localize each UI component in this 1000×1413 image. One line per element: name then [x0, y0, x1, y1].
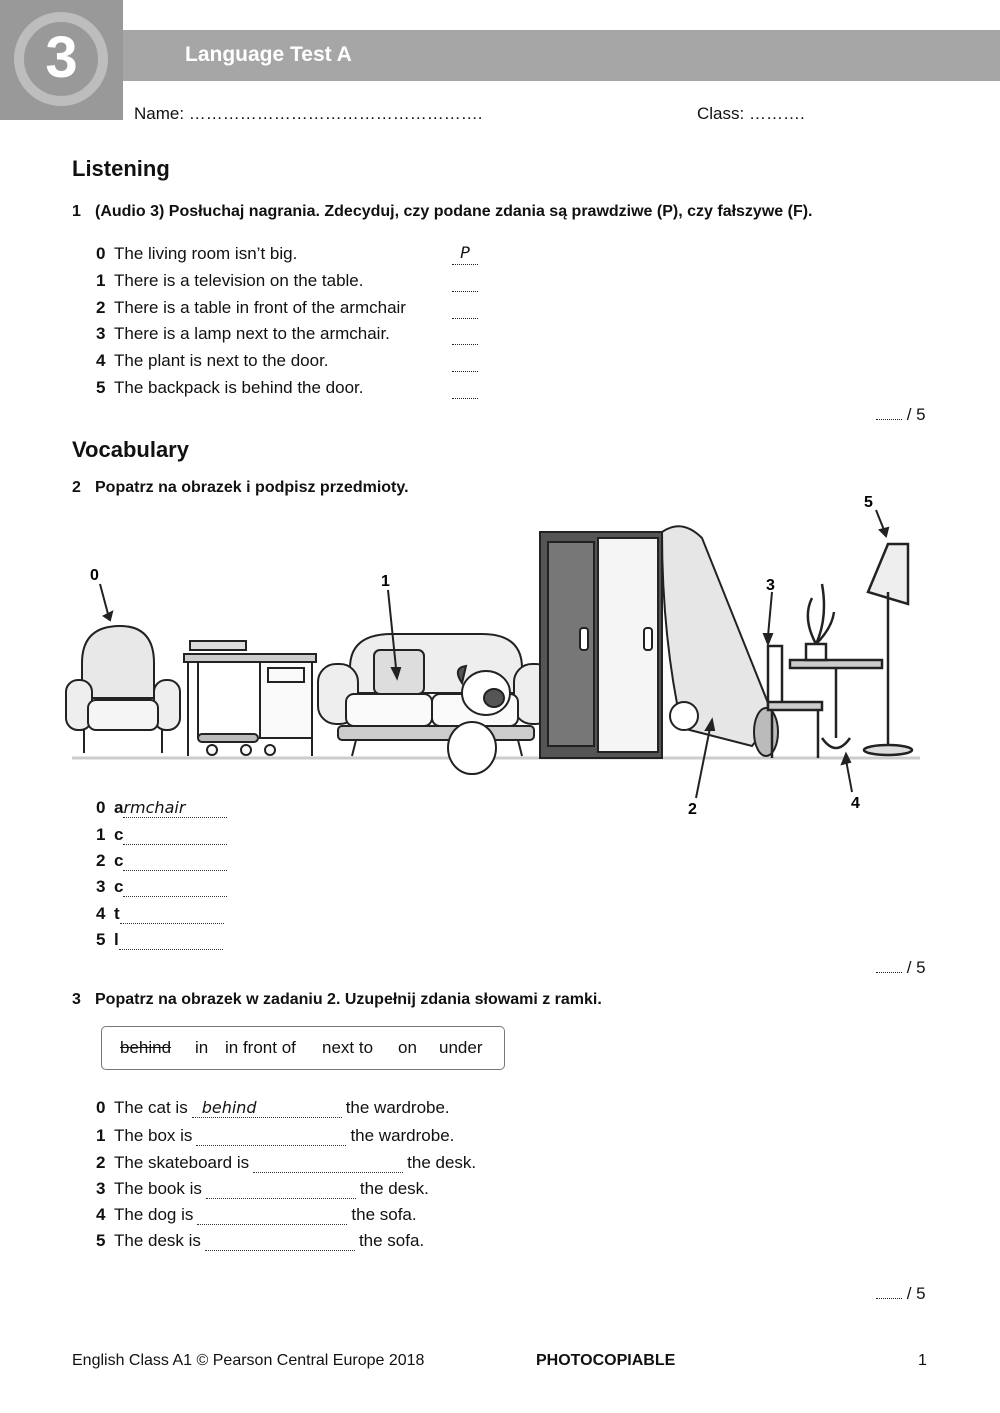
item-text: The backpack is behind the door.	[114, 378, 364, 397]
class-field: Class: ……….	[697, 104, 805, 123]
answer-field-0[interactable]: P	[452, 245, 478, 265]
unit-number: 3	[45, 25, 78, 90]
item-number: 3	[96, 324, 106, 343]
vocab-answer-2[interactable]	[123, 853, 227, 871]
sentence-5	[96, 1231, 424, 1253]
score-blank[interactable]	[876, 406, 902, 420]
wardrobe-drawing	[540, 532, 662, 758]
sentence-answer-0[interactable]: behind	[192, 1100, 342, 1118]
item-number: 3	[96, 877, 106, 896]
picture-label-1: 1	[381, 573, 390, 590]
sentence-end: the desk.	[407, 1153, 477, 1172]
item-number: 0	[96, 244, 106, 263]
name-field: Name: …………………………………………….	[134, 104, 483, 123]
desk-drawing	[184, 641, 316, 756]
list-item	[96, 271, 363, 293]
sentence-start: The dog is	[114, 1205, 194, 1224]
sentence-end: the sofa.	[351, 1205, 417, 1224]
list-item	[96, 378, 364, 400]
score-task-2	[876, 958, 926, 978]
table-drawing	[790, 584, 882, 748]
answer-field-3[interactable]	[452, 325, 478, 345]
vocab-item-2	[96, 851, 227, 873]
score-blank[interactable]	[876, 959, 902, 973]
vocab-answer-1[interactable]	[123, 827, 227, 845]
item-number: 4	[96, 351, 106, 370]
start-letter: l	[114, 930, 119, 949]
score-max: / 5	[906, 958, 926, 977]
item-number: 1	[96, 271, 106, 290]
picture-label-2: 2	[688, 801, 697, 818]
item-number: 1	[96, 1126, 106, 1145]
item-text: There is a lamp next to the armchair.	[114, 324, 390, 343]
word-box-item: behind	[120, 1038, 172, 1057]
vocab-answer-5[interactable]	[119, 932, 223, 950]
answer-field-2[interactable]	[452, 299, 478, 319]
footer-copyright: English Class A1 © Pearson Central Europe 2018	[72, 1352, 425, 1369]
score-max: / 5	[906, 1284, 926, 1303]
sofa-drawing	[318, 634, 554, 756]
task-3-instruction	[72, 991, 602, 1009]
vocabulary-title: Vocabulary	[72, 437, 189, 462]
word-box	[101, 1026, 505, 1070]
item-number: 3	[96, 1179, 106, 1198]
sentence-0	[96, 1098, 450, 1120]
task-1-text: (Audio 3) Posłuchaj nagrania. Zdecyduj, czy podane zdania są prawdziwe (P), czy fałszywe (F).	[95, 203, 813, 220]
item-number: 4	[96, 1205, 106, 1224]
score-blank[interactable]	[876, 1285, 902, 1299]
task-3-number: 3	[72, 991, 81, 1008]
answer-field-4[interactable]	[452, 352, 478, 372]
start-letter: c	[114, 877, 124, 896]
sentence-start: The box is	[114, 1126, 193, 1145]
item-text: The plant is next to the door.	[114, 351, 329, 370]
list-item	[96, 244, 297, 266]
start-letter: c	[114, 851, 124, 870]
vocab-answer-3[interactable]	[123, 879, 227, 897]
word-box-item: next to	[322, 1038, 374, 1057]
vocab-item-1	[96, 825, 227, 847]
score-max: / 5	[906, 405, 926, 424]
vocab-answer-4[interactable]	[120, 906, 224, 924]
sentence-end: the sofa.	[358, 1231, 425, 1250]
sentence-answer-5[interactable]	[205, 1233, 355, 1251]
picture-label-5: 5	[864, 494, 873, 511]
start-letter: a	[114, 798, 124, 817]
item-number: 2	[96, 851, 106, 870]
sentence-1	[96, 1126, 454, 1148]
word-box-item: in	[195, 1038, 209, 1057]
vocab-item-0	[96, 798, 227, 820]
picture-label-4: 4	[851, 795, 860, 812]
armchair-drawing	[66, 626, 180, 753]
item-text: There is a television on the table.	[114, 271, 364, 290]
start-letter: c	[114, 825, 124, 844]
item-number: 2	[96, 1153, 106, 1172]
furniture-illustration	[62, 488, 942, 823]
answer-field-5[interactable]	[452, 379, 478, 399]
item-number: 5	[96, 1231, 106, 1250]
listening-title: Listening	[72, 156, 170, 181]
sentence-end: the wardrobe.	[345, 1098, 450, 1117]
start-letter: t	[114, 904, 120, 923]
task-2-number: 2	[72, 479, 81, 496]
page-number: 1	[918, 1352, 927, 1369]
picture-label-0: 0	[90, 567, 99, 584]
word-box-item: in front of	[225, 1038, 296, 1057]
task-1-instruction	[72, 203, 813, 221]
item-number: 5	[96, 378, 106, 397]
footer-photocopiable: PHOTOCOPIABLE	[536, 1352, 676, 1369]
item-number: 2	[96, 298, 106, 317]
sentence-start: The desk is	[114, 1231, 201, 1250]
answer-field-1[interactable]	[452, 272, 478, 292]
vocab-item-5	[96, 930, 223, 952]
task-2-text: Popatrz na obrazek i podpisz przedmioty.	[95, 479, 409, 496]
sentence-start: The book is	[114, 1179, 202, 1198]
sentence-answer-1[interactable]	[196, 1128, 346, 1146]
task-1-number: 1	[72, 203, 81, 220]
item-number: 4	[96, 904, 106, 923]
sentence-answer-4[interactable]	[197, 1207, 347, 1225]
carpet-drawing	[662, 526, 778, 756]
test-title: Language Test A	[185, 43, 352, 66]
item-number: 0	[96, 798, 106, 817]
sentence-end: the desk.	[359, 1179, 429, 1198]
item-text: The living room isn’t big.	[114, 244, 298, 263]
lamp-drawing	[864, 544, 912, 755]
sentence-answer-2[interactable]	[253, 1155, 403, 1173]
vocab-item-3	[96, 877, 227, 899]
item-number: 1	[96, 825, 106, 844]
item-number: 0	[96, 1098, 106, 1117]
unit-badge	[0, 0, 123, 120]
sentence-2	[96, 1153, 476, 1175]
picture-label-3: 3	[766, 577, 775, 594]
list-item	[96, 298, 406, 320]
list-item	[96, 324, 390, 346]
sentence-3	[96, 1179, 429, 1201]
vocab-item-4	[96, 904, 224, 926]
word-box-item: under	[439, 1038, 483, 1057]
word-box-item: on	[398, 1038, 417, 1057]
item-text: There is a table in front of the armchair	[114, 298, 406, 317]
vocab-answer-0[interactable]: rmchair	[123, 800, 227, 818]
task-3-text: Popatrz na obrazek w zadaniu 2. Uzupełnij zdania słowami z ramki.	[95, 991, 602, 1008]
sentence-end: the wardrobe.	[350, 1126, 455, 1145]
item-number: 5	[96, 930, 106, 949]
sentence-start: The cat is	[114, 1098, 188, 1117]
score-task-1	[876, 405, 926, 425]
score-task-3	[876, 1284, 926, 1304]
sentence-start: The skateboard is	[114, 1153, 250, 1172]
title-bar	[123, 30, 1000, 81]
sentence-answer-3[interactable]	[206, 1181, 356, 1199]
list-item	[96, 351, 329, 373]
sentence-4	[96, 1205, 417, 1227]
